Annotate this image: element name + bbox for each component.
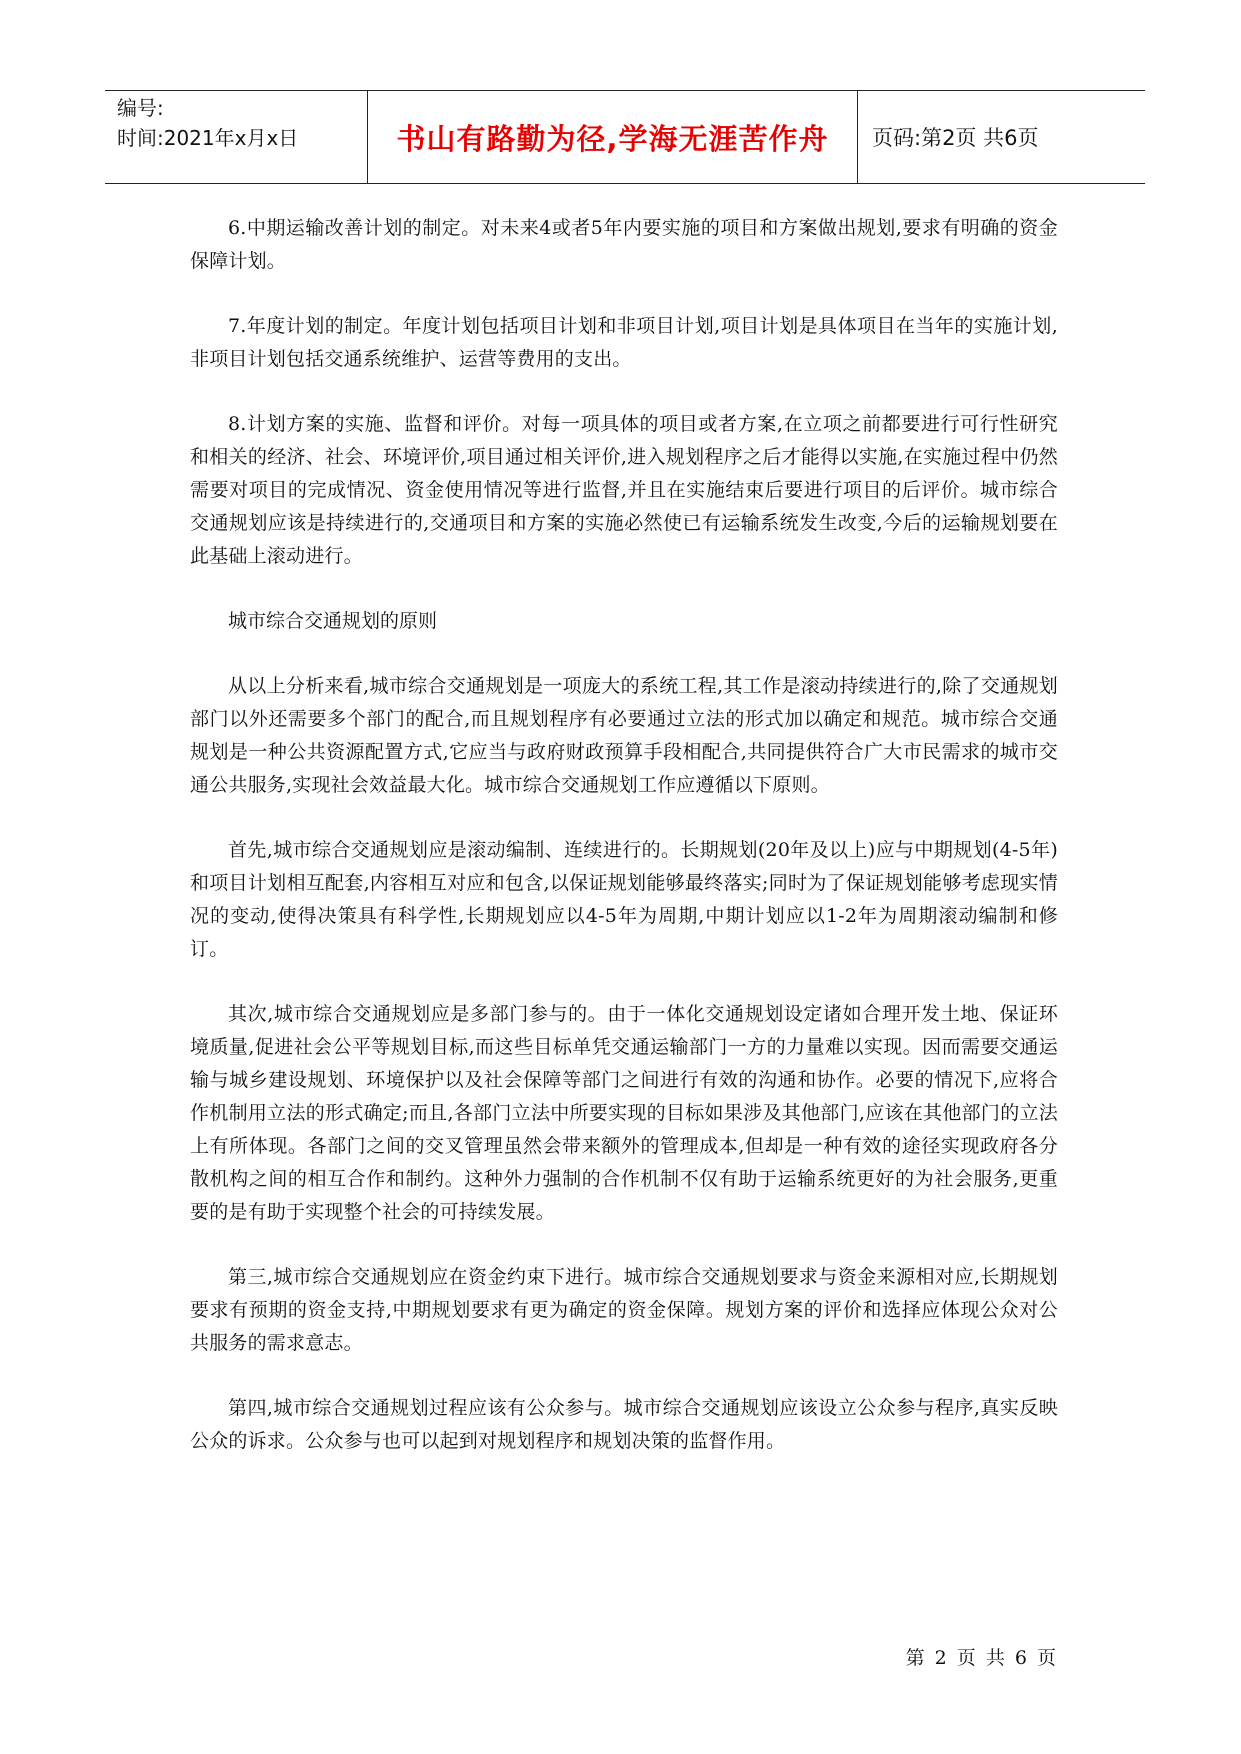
- header-motto: 书山有路勤为径,学海无涯苦作舟: [396, 121, 829, 156]
- header-page-number: 页码:第2页 共6页: [872, 126, 1039, 150]
- paragraph-item-7: 7.年度计划的制定。年度计划包括项目计划和非项目计划,项目计划是具体项目在当年的实施计划,非项目计划包括交通系统维护、运营等费用的支出。: [190, 315, 1058, 370]
- header-motto-cell: [368, 91, 858, 183]
- header-meta: [105, 91, 368, 183]
- document-body: [190, 212, 1058, 1490]
- paragraph-principle-2: 其次,城市综合交通规划应是多部门参与的。由于一体化交通规划设定诸如合理开发土地、保证环境质量,促进社会公平等规划目标,而这些目标单凭交通运输部门一方的力量难以实现。因而需要交通运输与城乡建设规划、环境保护以及社会保障等部门之间进行有效的沟通和协作。必要的情况下,应将合作机制用立法的形式确定;而且,各部门立法中所要实现的目标如果涉及其他部门,应该在其他部门的立法上有所体现。各部门之间的交叉管理虽然会带来额外的管理成本,但却是一种有效的途径实现政府各分散机构之间的相互合作和制约。这种外力强制的合作机制不仅有助于运输系统更好的为社会服务,更重要的是有助于实现整个社会的可持续发展。: [190, 1003, 1058, 1223]
- paragraph-intro: 从以上分析来看,城市综合交通规划是一项庞大的系统工程,其工作是滚动持续进行的,除了交通规划部门以外还需要多个部门的配合,而且规划程序有必要通过立法的形式加以确定和规范。城市综合交通规划是一种公共资源配置方式,它应当与政府财政预算手段相配合,共同提供符合广大市民需求的城市交通公共服务,实现社会效益最大化。城市综合交通规划工作应遵循以下原则。: [190, 675, 1058, 796]
- paragraph-principle-1: 首先,城市综合交通规划应是滚动编制、连续进行的。长期规划(20年及以上)应与中期规划(4-5年)和项目计划相互配套,内容相互对应和包含,以保证规划能够最终落实;同时为了保证规划能够考虑现实情况的变动,使得决策具有科学性,长期规划应以4-5年为周期,中期计划应以1-2年为周期滚动编制和修订。: [190, 839, 1058, 960]
- section-heading: 城市综合交通规划的原则: [228, 610, 438, 632]
- paragraph-principle-4: 第四,城市综合交通规划过程应该有公众参与。城市综合交通规划应该设立公众参与程序,真实反映公众的诉求。公众参与也可以起到对规划程序和规划决策的监督作用。: [190, 1397, 1058, 1452]
- page-footer: 第 2 页 共 6 页: [905, 1647, 1058, 1669]
- document-time-label: 时间:2021年x月x日: [117, 126, 299, 150]
- page-header: [105, 90, 1145, 184]
- paragraph-item-6: 6.中期运输改善计划的制定。对未来4或者5年内要实施的项目和方案做出规划,要求有明确的资金保障计划。: [190, 217, 1058, 272]
- document-number-label: 编号:: [117, 96, 164, 120]
- paragraph-principle-3: 第三,城市综合交通规划应在资金约束下进行。城市综合交通规划要求与资金来源相对应,长期规划要求有预期的资金支持,中期规划要求有更为确定的资金保障。规划方案的评价和选择应体现公众对公共服务的需求意志。: [190, 1266, 1058, 1354]
- header-page-cell: [858, 91, 1145, 183]
- paragraph-item-8: 8.计划方案的实施、监督和评价。对每一项具体的项目或者方案,在立项之前都要进行可行性研究和相关的经济、社会、环境评价,项目通过相关评价,进入规划程序之后才能得以实施,在实施过程中仍然需要对项目的完成情况、资金使用情况等进行监督,并且在实施结束后要进行项目的后评价。城市综合交通规划应该是持续进行的,交通项目和方案的实施必然使已有运输系统发生改变,今后的运输规划要在此基础上滚动进行。: [190, 413, 1058, 567]
